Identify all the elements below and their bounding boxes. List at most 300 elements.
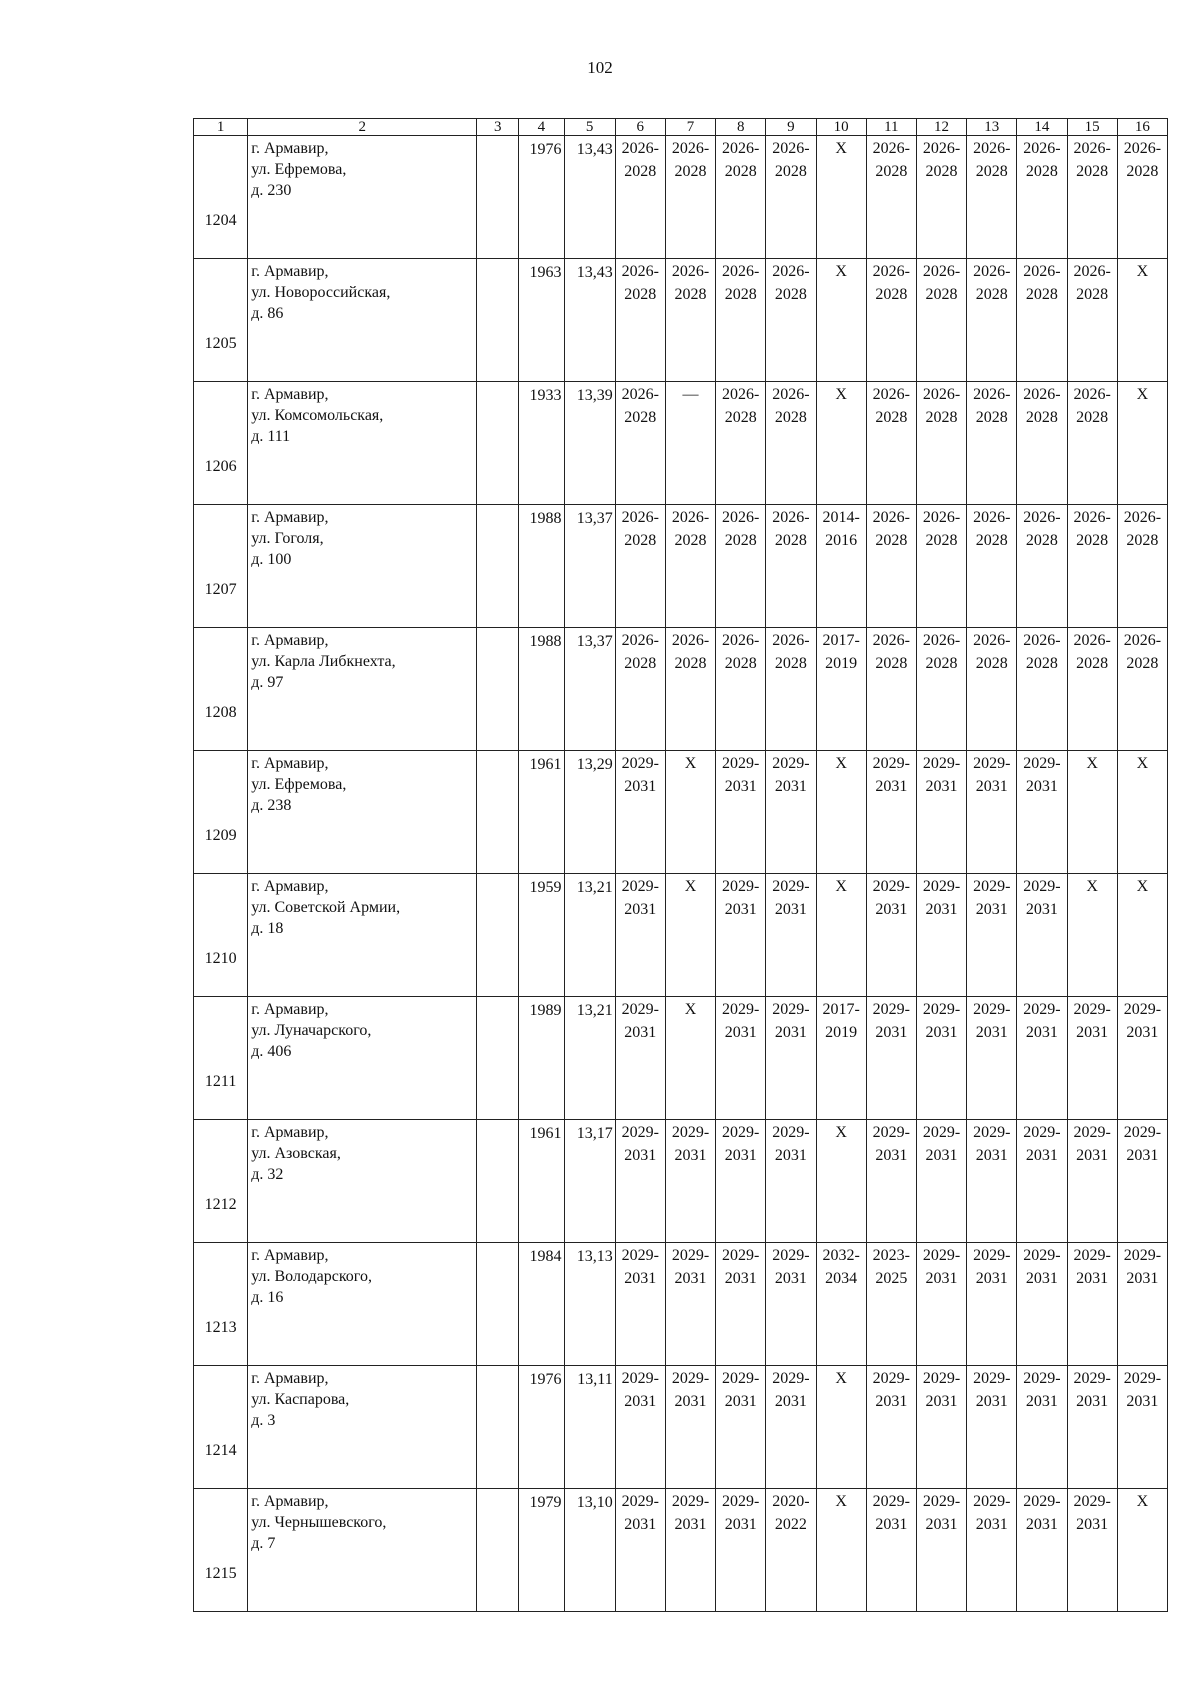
period-value: 2026- 2028 xyxy=(621,386,659,426)
period-value: X xyxy=(684,878,697,895)
period-cell-col-7 xyxy=(665,1366,715,1489)
period-value: 2029- 2031 xyxy=(621,755,659,795)
period-cell-col-10 xyxy=(816,1366,866,1489)
period-cell-col-9 xyxy=(766,1489,816,1612)
period-value: 2026- 2028 xyxy=(621,140,659,180)
period-cell-col-13 xyxy=(967,1120,1017,1243)
row-number-cell xyxy=(194,751,248,874)
period-value: 2026- 2028 xyxy=(1123,509,1162,549)
period-cell-col-15 xyxy=(1067,1243,1117,1366)
period-value: 2026- 2028 xyxy=(973,140,1011,180)
address-line: г. Армавир, xyxy=(251,755,329,772)
address-cell xyxy=(248,259,477,382)
period-value: 2029- 2031 xyxy=(772,1247,810,1287)
row-number-cell xyxy=(194,136,248,259)
period-cell-col-15 xyxy=(1067,505,1117,628)
period-cell-col-8 xyxy=(716,382,766,505)
period-cell-col-13 xyxy=(967,1489,1017,1612)
row-number: 1205 xyxy=(204,335,237,352)
period-cell-col-16 xyxy=(1117,505,1167,628)
year-cell: 1961 xyxy=(519,1120,564,1243)
period-cell-col-11 xyxy=(866,382,916,505)
period-cell-col-15 xyxy=(1067,382,1117,505)
period-value: 2026- 2028 xyxy=(772,509,810,549)
period-cell-col-16 xyxy=(1117,628,1167,751)
address-cell xyxy=(248,997,477,1120)
table-row xyxy=(194,1366,1168,1489)
period-value: 2026- 2028 xyxy=(1023,509,1061,549)
value-cell: 13,17 xyxy=(564,1120,615,1243)
table-row xyxy=(194,505,1168,628)
period-value: 2029- 2031 xyxy=(621,1247,659,1287)
period-value: 2026- 2028 xyxy=(1123,140,1162,180)
period-value: 2026- 2028 xyxy=(772,632,810,672)
address-cell xyxy=(248,751,477,874)
period-value: 2029- 2031 xyxy=(1123,1247,1162,1287)
period-cell-col-14 xyxy=(1017,1243,1067,1366)
year-cell: 1988 xyxy=(519,628,564,751)
period-value: 2029- 2031 xyxy=(671,1124,710,1164)
period-value: 2029- 2031 xyxy=(922,1493,961,1533)
address-line: г. Армавир, xyxy=(251,140,329,157)
period-value: 2029- 2031 xyxy=(671,1247,710,1287)
row-number-cell xyxy=(194,628,248,751)
period-cell-col-13 xyxy=(967,997,1017,1120)
value-cell: 13,21 xyxy=(564,997,615,1120)
period-value: 2029- 2031 xyxy=(1023,755,1061,795)
period-value: 2029- 2031 xyxy=(1073,1247,1111,1287)
period-value: 2026- 2028 xyxy=(872,509,910,549)
period-value: 2029- 2031 xyxy=(872,1124,910,1164)
address-cell xyxy=(248,1489,477,1612)
period-cell-col-15 xyxy=(1067,136,1117,259)
period-value: 2029- 2031 xyxy=(621,1001,659,1041)
period-value: 2026- 2028 xyxy=(1023,140,1061,180)
period-value: 2029- 2031 xyxy=(722,878,760,918)
period-value: 2029- 2031 xyxy=(722,1370,760,1410)
period-value: X xyxy=(835,755,847,772)
period-value: X xyxy=(835,263,847,280)
period-value: 2029- 2031 xyxy=(922,878,961,918)
period-cell-col-7 xyxy=(665,1489,715,1612)
period-value: X xyxy=(835,386,847,403)
period-value: 2029- 2031 xyxy=(1023,1370,1061,1410)
period-cell-col-13 xyxy=(967,751,1017,874)
row-number: 1210 xyxy=(204,950,237,967)
period-cell-col-7 xyxy=(665,874,715,997)
period-value: 2029- 2031 xyxy=(973,878,1011,918)
address-line: г. Армавир, xyxy=(251,1370,329,1387)
period-value: 2029- 2031 xyxy=(1023,878,1061,918)
row-number: 1204 xyxy=(204,212,237,229)
period-cell-col-16 xyxy=(1117,136,1167,259)
period-value: 2026- 2028 xyxy=(973,386,1011,426)
column-number-row xyxy=(194,119,1168,136)
period-cell-col-16 xyxy=(1117,1366,1167,1489)
period-cell-col-16 xyxy=(1117,1243,1167,1366)
period-cell-col-7 xyxy=(665,751,715,874)
period-value: X xyxy=(1086,755,1098,772)
period-cell-col-11 xyxy=(866,1243,916,1366)
row-number-cell xyxy=(194,1120,248,1243)
period-value: 2026- 2028 xyxy=(973,263,1011,303)
address-line: ул. Ефремова, xyxy=(251,776,347,793)
column-number-14: 14 xyxy=(1017,119,1067,136)
column-3-cell xyxy=(477,382,519,505)
column-number-4: 4 xyxy=(519,119,564,136)
address-cell xyxy=(248,1243,477,1366)
period-value: 2029- 2031 xyxy=(973,1124,1011,1164)
period-value: X xyxy=(835,1370,847,1387)
period-value: 2029- 2031 xyxy=(872,1493,910,1533)
period-cell-col-14 xyxy=(1017,751,1067,874)
period-cell-col-11 xyxy=(866,751,916,874)
table-row xyxy=(194,874,1168,997)
period-cell-col-15 xyxy=(1067,997,1117,1120)
year-cell: 1961 xyxy=(519,751,564,874)
period-cell-col-11 xyxy=(866,1489,916,1612)
period-cell-col-12 xyxy=(916,1120,966,1243)
period-value: 2026- 2028 xyxy=(772,263,810,303)
period-value: 2029- 2031 xyxy=(772,878,810,918)
period-cell-col-10 xyxy=(816,382,866,505)
period-cell-col-9 xyxy=(766,382,816,505)
period-cell-col-10 xyxy=(816,1120,866,1243)
address-line: г. Армавир, xyxy=(251,1001,329,1018)
period-value: 2017- 2019 xyxy=(822,632,860,672)
period-value: 2026- 2028 xyxy=(1123,632,1162,672)
value-cell: 13,37 xyxy=(564,505,615,628)
value-cell: 13,43 xyxy=(564,259,615,382)
period-cell-col-8 xyxy=(716,1366,766,1489)
row-number-cell xyxy=(194,997,248,1120)
period-cell-col-15 xyxy=(1067,751,1117,874)
address-line: г. Армавир, xyxy=(251,386,329,403)
column-number-11: 11 xyxy=(866,119,916,136)
period-value: 2026- 2028 xyxy=(922,386,961,426)
value-cell: 13,39 xyxy=(564,382,615,505)
period-cell-col-9 xyxy=(766,628,816,751)
period-cell-col-14 xyxy=(1017,1366,1067,1489)
column-number-7: 7 xyxy=(665,119,715,136)
period-cell-col-8 xyxy=(716,751,766,874)
year-cell: 1976 xyxy=(519,1366,564,1489)
table-row xyxy=(194,1489,1168,1612)
address-line: д. 16 xyxy=(251,1289,284,1306)
period-cell-col-10 xyxy=(816,1243,866,1366)
period-value: 2026- 2028 xyxy=(1023,386,1061,426)
table-row xyxy=(194,628,1168,751)
period-value: X xyxy=(835,140,847,157)
period-value: 2029- 2031 xyxy=(1023,1124,1061,1164)
column-number-3: 3 xyxy=(477,119,519,136)
period-cell-col-12 xyxy=(916,259,966,382)
period-cell-col-7 xyxy=(665,628,715,751)
address-line: ул. Новороссийская, xyxy=(251,284,391,301)
period-value: X xyxy=(835,1124,847,1141)
period-cell-col-8 xyxy=(716,1489,766,1612)
period-value: 2029- 2031 xyxy=(973,755,1011,795)
period-cell-col-8 xyxy=(716,505,766,628)
period-value: 2029- 2031 xyxy=(922,1247,961,1287)
address-line: д. 3 xyxy=(251,1412,276,1429)
period-cell-col-12 xyxy=(916,1366,966,1489)
period-value: 2029- 2031 xyxy=(872,755,910,795)
period-cell-col-6 xyxy=(615,751,665,874)
period-value: 2026- 2028 xyxy=(1073,386,1111,426)
period-value: 2026- 2028 xyxy=(922,140,961,180)
period-cell-col-6 xyxy=(615,1120,665,1243)
table-row xyxy=(194,997,1168,1120)
period-cell-col-14 xyxy=(1017,1120,1067,1243)
column-number-5: 5 xyxy=(564,119,615,136)
period-cell-col-8 xyxy=(716,997,766,1120)
period-cell-col-6 xyxy=(615,259,665,382)
period-cell-col-7 xyxy=(665,259,715,382)
period-value: 2029- 2031 xyxy=(1123,1001,1162,1041)
period-value: 2029- 2031 xyxy=(1023,1247,1061,1287)
period-value: 2026- 2028 xyxy=(772,386,810,426)
period-value: 2026- 2028 xyxy=(1073,140,1111,180)
period-value: X xyxy=(835,878,847,895)
address-line: г. Армавир, xyxy=(251,1124,329,1141)
value-cell: 13,37 xyxy=(564,628,615,751)
period-value: 2026- 2028 xyxy=(671,509,710,549)
period-value: 2026- 2028 xyxy=(1073,263,1111,303)
period-value: 2026- 2028 xyxy=(973,509,1011,549)
period-cell-col-8 xyxy=(716,628,766,751)
column-3-cell xyxy=(477,1489,519,1612)
period-value: 2032- 2034 xyxy=(822,1247,860,1287)
column-number-13: 13 xyxy=(967,119,1017,136)
period-cell-col-12 xyxy=(916,1489,966,1612)
period-cell-col-11 xyxy=(866,505,916,628)
period-cell-col-16 xyxy=(1117,997,1167,1120)
period-cell-col-14 xyxy=(1017,259,1067,382)
address-cell xyxy=(248,1120,477,1243)
period-value: 2029- 2031 xyxy=(1123,1124,1162,1164)
period-value: 2029- 2031 xyxy=(671,1493,710,1533)
period-value: X xyxy=(684,1001,697,1018)
value-cell: 13,43 xyxy=(564,136,615,259)
year-cell: 1989 xyxy=(519,997,564,1120)
period-cell-col-11 xyxy=(866,1366,916,1489)
period-value: 2029- 2031 xyxy=(671,1370,710,1410)
period-cell-col-14 xyxy=(1017,1489,1067,1612)
address-cell xyxy=(248,874,477,997)
period-cell-col-14 xyxy=(1017,382,1067,505)
period-cell-col-14 xyxy=(1017,997,1067,1120)
column-number-10: 10 xyxy=(816,119,866,136)
address-line: г. Армавир, xyxy=(251,878,329,895)
period-cell-col-13 xyxy=(967,874,1017,997)
period-value: 2026- 2028 xyxy=(872,632,910,672)
period-value: 2026- 2028 xyxy=(722,509,760,549)
column-number-1: 1 xyxy=(194,119,248,136)
period-cell-col-13 xyxy=(967,382,1017,505)
address-line: д. 18 xyxy=(251,920,284,937)
period-cell-col-6 xyxy=(615,1489,665,1612)
period-cell-col-6 xyxy=(615,136,665,259)
period-cell-col-10 xyxy=(816,259,866,382)
period-cell-col-13 xyxy=(967,505,1017,628)
period-cell-col-12 xyxy=(916,505,966,628)
table-row xyxy=(194,259,1168,382)
period-cell-col-14 xyxy=(1017,136,1067,259)
period-cell-col-6 xyxy=(615,997,665,1120)
period-value: 2029- 2031 xyxy=(872,1370,910,1410)
registry-table xyxy=(193,118,1168,1612)
value-cell: 13,13 xyxy=(564,1243,615,1366)
period-cell-col-10 xyxy=(816,505,866,628)
value-cell: 13,21 xyxy=(564,874,615,997)
column-number-2: 2 xyxy=(248,119,477,136)
period-value: 2029- 2031 xyxy=(722,1124,760,1164)
period-value: 2026- 2028 xyxy=(1023,632,1061,672)
period-cell-col-12 xyxy=(916,628,966,751)
period-cell-col-9 xyxy=(766,751,816,874)
period-value: 2029- 2031 xyxy=(922,1124,961,1164)
period-cell-col-13 xyxy=(967,1366,1017,1489)
period-value: 2029- 2031 xyxy=(722,1247,760,1287)
period-cell-col-15 xyxy=(1067,259,1117,382)
value-cell: 13,10 xyxy=(564,1489,615,1612)
period-cell-col-12 xyxy=(916,997,966,1120)
period-value: 2029- 2031 xyxy=(772,1370,810,1410)
period-value: X xyxy=(1136,878,1149,895)
period-cell-col-12 xyxy=(916,751,966,874)
period-value: 2029- 2031 xyxy=(973,1247,1011,1287)
period-value: 2029- 2031 xyxy=(973,1001,1011,1041)
period-cell-col-7 xyxy=(665,505,715,628)
row-number: 1215 xyxy=(204,1565,237,1582)
period-value: 2026- 2028 xyxy=(872,263,910,303)
column-3-cell xyxy=(477,628,519,751)
period-cell-col-6 xyxy=(615,382,665,505)
column-number-9: 9 xyxy=(766,119,816,136)
period-value: 2020- 2022 xyxy=(772,1493,810,1533)
address-line: д. 111 xyxy=(251,428,291,445)
address-line: д. 7 xyxy=(251,1535,276,1552)
period-value: 2026- 2028 xyxy=(1073,509,1111,549)
row-number: 1209 xyxy=(204,827,237,844)
period-value: 2026- 2028 xyxy=(621,509,659,549)
period-cell-col-9 xyxy=(766,997,816,1120)
period-value: 2023- 2025 xyxy=(872,1247,910,1287)
period-cell-col-6 xyxy=(615,1366,665,1489)
period-cell-col-11 xyxy=(866,874,916,997)
period-value: 2029- 2031 xyxy=(722,1001,760,1041)
address-line: г. Армавир, xyxy=(251,1493,329,1510)
address-line: д. 406 xyxy=(251,1043,292,1060)
row-number: 1213 xyxy=(204,1319,237,1336)
period-cell-col-15 xyxy=(1067,1366,1117,1489)
table-row xyxy=(194,382,1168,505)
period-cell-col-15 xyxy=(1067,628,1117,751)
row-number: 1212 xyxy=(204,1196,237,1213)
period-cell-col-8 xyxy=(716,136,766,259)
address-line: ул. Чернышевского, xyxy=(251,1514,387,1531)
address-line: г. Армавир, xyxy=(251,632,329,649)
period-cell-col-11 xyxy=(866,136,916,259)
period-value: 2029- 2031 xyxy=(772,755,810,795)
row-number-cell xyxy=(194,1489,248,1612)
period-cell-col-9 xyxy=(766,259,816,382)
row-number-cell xyxy=(194,505,248,628)
period-value: 2026- 2028 xyxy=(722,386,760,426)
address-cell xyxy=(248,136,477,259)
period-cell-col-10 xyxy=(816,751,866,874)
year-cell: 1959 xyxy=(519,874,564,997)
period-value: 2014- 2016 xyxy=(822,509,860,549)
period-cell-col-11 xyxy=(866,1120,916,1243)
period-cell-col-13 xyxy=(967,628,1017,751)
period-value: 2017- 2019 xyxy=(822,1001,860,1041)
period-cell-col-15 xyxy=(1067,1489,1117,1612)
period-cell-col-7 xyxy=(665,1120,715,1243)
period-value: 2029- 2031 xyxy=(872,878,910,918)
period-value: 2026- 2028 xyxy=(722,140,760,180)
address-line: д. 100 xyxy=(251,551,292,568)
period-value: 2029- 2031 xyxy=(922,1370,961,1410)
row-number: 1211 xyxy=(204,1073,237,1090)
table-body xyxy=(194,136,1168,1612)
period-cell-col-8 xyxy=(716,874,766,997)
period-cell-col-11 xyxy=(866,259,916,382)
period-cell-col-16 xyxy=(1117,751,1167,874)
address-cell xyxy=(248,382,477,505)
column-3-cell xyxy=(477,136,519,259)
period-value: X xyxy=(1136,755,1149,772)
period-cell-col-14 xyxy=(1017,628,1067,751)
period-value: 2026- 2028 xyxy=(671,140,710,180)
period-value: 2026- 2028 xyxy=(922,509,961,549)
period-cell-col-9 xyxy=(766,1120,816,1243)
period-value: 2026- 2028 xyxy=(922,263,961,303)
period-cell-col-7 xyxy=(665,997,715,1120)
period-cell-col-9 xyxy=(766,1366,816,1489)
value-cell: 13,11 xyxy=(564,1366,615,1489)
period-cell-col-9 xyxy=(766,505,816,628)
period-value: 2026- 2028 xyxy=(621,632,659,672)
period-cell-col-16 xyxy=(1117,382,1167,505)
row-number: 1207 xyxy=(204,581,237,598)
column-3-cell xyxy=(477,1366,519,1489)
page-number: 102 xyxy=(587,58,613,77)
period-cell-col-13 xyxy=(967,1243,1017,1366)
period-value: 2026- 2028 xyxy=(1073,632,1111,672)
address-line: ул. Комсомольская, xyxy=(251,407,384,424)
year-cell: 1988 xyxy=(519,505,564,628)
period-cell-col-10 xyxy=(816,136,866,259)
period-value: 2029- 2031 xyxy=(973,1493,1011,1533)
period-cell-col-12 xyxy=(916,874,966,997)
period-cell-col-12 xyxy=(916,136,966,259)
column-number-16: 16 xyxy=(1117,119,1167,136)
period-value: 2029- 2031 xyxy=(872,1001,910,1041)
period-value: 2029- 2031 xyxy=(922,755,961,795)
period-cell-col-15 xyxy=(1067,874,1117,997)
period-cell-col-16 xyxy=(1117,1489,1167,1612)
address-line: ул. Каспарова, xyxy=(251,1391,350,1408)
period-cell-col-7 xyxy=(665,382,715,505)
address-line: д. 32 xyxy=(251,1166,284,1183)
address-line: ул. Советской Армии, xyxy=(251,899,401,916)
period-value: 2026- 2028 xyxy=(621,263,659,303)
period-value: 2029- 2031 xyxy=(1023,1493,1061,1533)
period-cell-col-16 xyxy=(1117,259,1167,382)
column-3-cell xyxy=(477,505,519,628)
